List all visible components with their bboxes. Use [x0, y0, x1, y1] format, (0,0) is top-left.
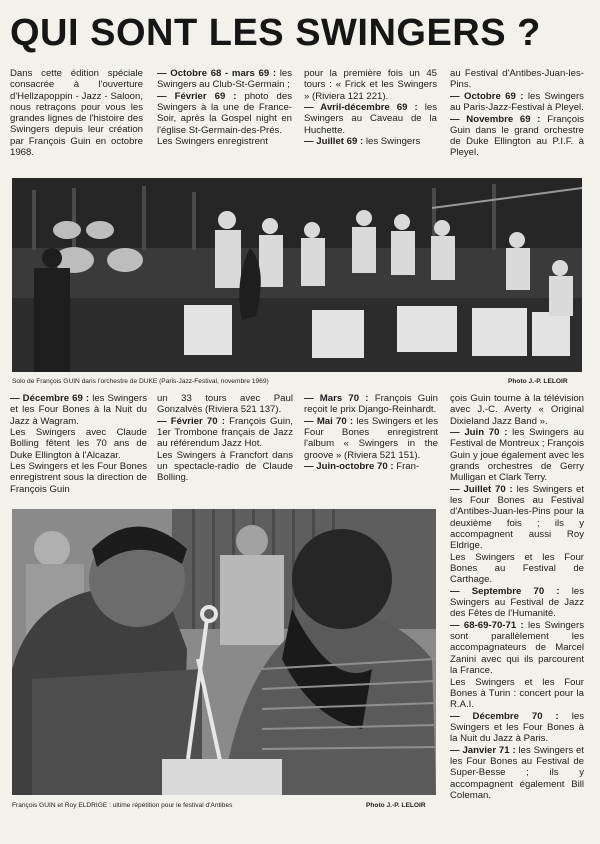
rehearsal-photo-image: [12, 509, 436, 795]
entry-text: Les Swingers enregistrent: [157, 136, 268, 148]
timeline-entry: [450, 677, 584, 711]
entry-text: photo des Swingers à la une de France-Soir, après la Gospel night en l'église St-Germain-des-Prés.: [157, 90, 292, 136]
timeline-entry: [450, 620, 584, 676]
timeline-entry: [304, 393, 438, 416]
timeline-entry: [157, 393, 293, 416]
rehearsal-photo-credit: Photo J.-P. LELOIR: [366, 802, 426, 809]
entry-date: — Juin 70 :: [450, 427, 508, 439]
rehearsal-photo-caption: François GUIN et Roy ELDRIGE : ultime répétition pour le festival d'Antibes: [12, 802, 233, 809]
timeline-entry: [304, 416, 438, 461]
entry-text: François Guin, 1er Trombone français de Jazz au référendum Jazz Hot.: [157, 415, 293, 450]
entry-date: — Novembre 69 :: [450, 113, 541, 125]
entry-date: — Juin-octobre 70 :: [304, 461, 394, 473]
timeline-entry: [304, 102, 437, 136]
entry-text: François Guin dans le grand orchestre de Duke Ellington au P.I.F. à Pleyel.: [450, 113, 584, 159]
entry-date: — Juillet 69 :: [304, 136, 364, 148]
entry-date: — Octobre 69 :: [450, 90, 524, 102]
entry-text: les Swingers et les Four Bones à la Nuit du Jazz à Wagram.: [10, 393, 147, 427]
timeline-entry: [157, 450, 293, 484]
entry-text: les Swingers au Paris-Jazz-Festival à Pleyel.: [450, 90, 584, 114]
entry-text: pour la première fois un 45 tours : « Frick et les Swingers » (Riviera 121 221).: [304, 68, 437, 102]
text-column: [304, 68, 437, 170]
entry-text: les Swingers et les Four Bones au Festival de Super-Besse ; ils y accompagnent également Bill Coleman.: [450, 744, 584, 801]
entry-date: — Mai 70 :: [304, 415, 354, 427]
entry-text: un 33 tours avec Paul Gonzalvès (Riviera 521 137).: [157, 393, 293, 416]
timeline-entry: [304, 461, 438, 472]
timeline-entry: [157, 416, 293, 450]
timeline-entry: [10, 393, 147, 427]
timeline-entry: [450, 484, 584, 552]
timeline-entry: [450, 68, 584, 91]
orchestra-photo-image: [12, 178, 582, 372]
entry-date: — Septembre 70 :: [450, 585, 560, 597]
timeline-entry: [450, 552, 584, 586]
entry-date: — Février 70 :: [157, 415, 225, 427]
entry-text: Les Swingers et les Four Bones enregistrent sous la direction de François Guin: [10, 461, 147, 495]
article-title: QUI SONT LES SWINGERS ?: [10, 12, 541, 54]
orchestra-photo: [12, 178, 582, 372]
entry-date: — Décembre 70 :: [450, 710, 559, 722]
text-column: [10, 393, 147, 503]
entry-date: — Janvier 71 :: [450, 744, 516, 756]
entry-text: Les Swingers et les Four Bones au Festival de Carthage.: [450, 551, 584, 586]
entry-date: — 68-69-70-71 :: [450, 619, 524, 631]
timeline-entry: [304, 68, 437, 102]
timeline-entry: [157, 68, 292, 91]
orchestra-photo-credit: Photo J.-P. LELOIR: [508, 378, 568, 385]
intro-paragraph: Dans cette édition spéciale consacrée à l'ouverture d'Hellzapoppin - Jazz - Saloon, nous retraçons pour vous les grandes lignes de l'histoire des Swingers depuis leur création par François Guin en octobre 1968.: [10, 68, 143, 159]
entry-text: çois Guin tourne à la télévision avec J.-C. Averty « Original Dixieland Jazz Band ».: [450, 393, 584, 427]
timeline-entry: [450, 745, 584, 801]
entry-text: François Guin reçoit le prix Django-Reinhardt.: [304, 393, 438, 416]
entry-date: — Décembre 69 :: [10, 393, 90, 404]
entry-date: — Avril-décembre 69 :: [304, 102, 418, 114]
timeline-entry: [157, 136, 292, 147]
text-column: [304, 393, 438, 503]
text-column: [157, 68, 292, 170]
timeline-entry: [304, 136, 437, 147]
intro-column: [10, 68, 143, 168]
entry-text: Les Swingers à Francfort dans un spectacle-radio de Claude Bolling.: [157, 449, 293, 484]
entry-text: les Swingers au Caveau de la Huchette.: [304, 102, 437, 136]
text-column: [450, 68, 584, 170]
entry-date: — Février 69 :: [157, 90, 237, 102]
timeline-entry: [10, 427, 147, 461]
text-column: [157, 393, 293, 503]
entry-text: les Swingers et les Four Bones au Festival d'Antibes-Juan-les-Pins pour la deuxième fois ; ils y accompagnent aussi Roy Eldrige.: [450, 483, 584, 552]
entry-text: Fran-: [393, 461, 420, 473]
timeline-entry: [450, 586, 584, 620]
entry-text: les Swingers et les Four Bones enregistrent l'album « Swingers in the groove » (Riviera 521 151).: [304, 415, 438, 461]
entry-date: — Octobre 68 - mars 69 :: [157, 68, 277, 79]
entry-text: les Swingers au Festival de Montreux ; François Guin y joue également avec les grands orchestres de Gerry Mulligan et Clark Terry.: [450, 427, 584, 484]
timeline-entry: [10, 461, 147, 495]
side-column: [450, 393, 584, 833]
entry-text: les Swingers sont parallèlement les accompagnateurs de Marcel Zanini avec qui ils parcourent la France.: [450, 619, 584, 677]
entry-text: les Swingers au Club-St-Germain ;: [157, 68, 292, 91]
entry-text: les Swingers au Festival de Jazz des Fêtes de l'Humanité.: [450, 585, 584, 620]
timeline-entry: [450, 427, 584, 483]
entry-text: les Swingers et les Four Bones à la Nuit du Jazz à Paris.: [450, 710, 584, 745]
timeline-entry: [450, 711, 584, 745]
entry-date: — Mars 70 :: [304, 393, 369, 404]
entry-date: — Juillet 70 :: [450, 483, 513, 495]
timeline-entry: [157, 91, 292, 136]
timeline-entry: [450, 91, 584, 114]
timeline-entry: [450, 393, 584, 427]
entry-text: les Swingers: [363, 136, 421, 148]
timeline-entry: [450, 114, 584, 159]
rehearsal-photo: [12, 509, 436, 795]
entry-text: Les Swingers avec Claude Bolling fêtent les 70 ans de Duke Ellington à l'Alcazar.: [10, 427, 147, 461]
entry-text: Les Swingers et les Four Bones à Turin : concert pour la R.A.I.: [450, 676, 584, 711]
entry-text: au Festival d'Antibes-Juan-les-Pins.: [450, 68, 584, 91]
orchestra-photo-caption: Solo de François GUIN dans l'orchestre de DUKE (Paris-Jazz-Festival, novembre 1969): [12, 378, 269, 385]
